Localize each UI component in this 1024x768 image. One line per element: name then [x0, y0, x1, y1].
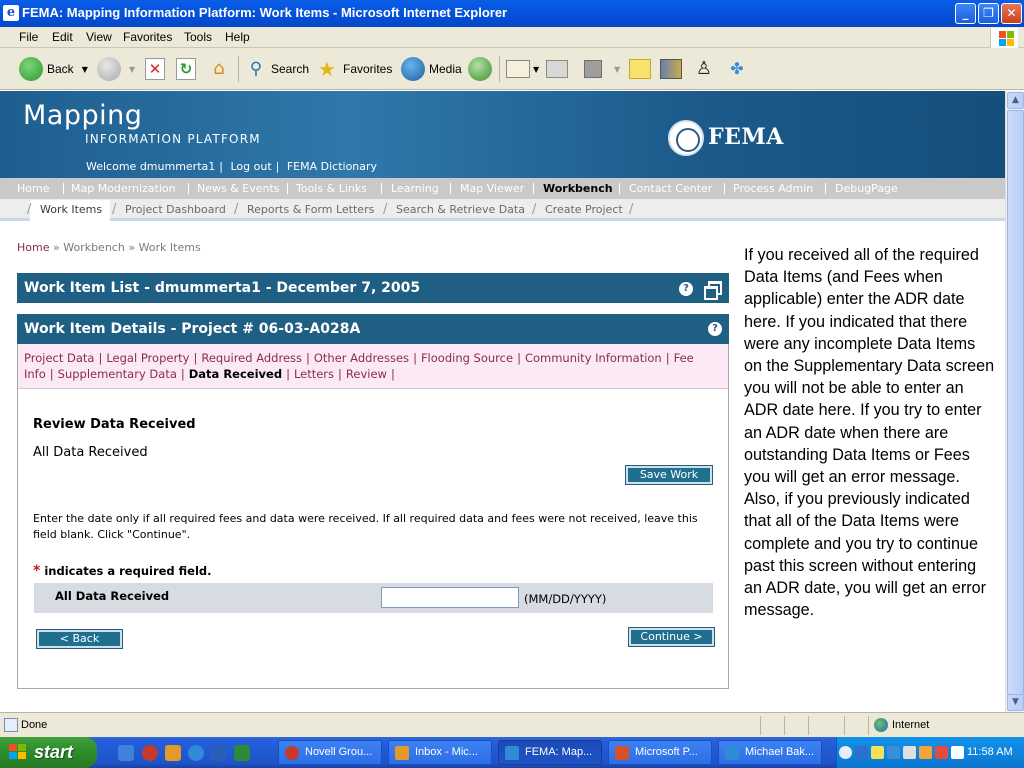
nav-news-events[interactable]: News & Events [197, 182, 280, 195]
work-item-details-panel [17, 344, 729, 689]
task-microsoft-powerpoint[interactable]: Microsoft P... [608, 740, 712, 765]
task-novell-groupwise[interactable]: Novell Grou... [278, 740, 382, 765]
data-received-status: All Data Received [33, 445, 148, 460]
tray-signal-icon[interactable] [871, 746, 884, 759]
system-tray [836, 737, 1024, 768]
refresh-icon: ↻ [176, 58, 196, 80]
research-button[interactable] [660, 55, 682, 83]
back-button[interactable]: < Back [37, 630, 122, 648]
favorites-star-icon: ★ [318, 57, 336, 81]
close-button[interactable]: ✕ [1001, 3, 1022, 24]
window-title-bar[interactable] [0, 0, 1024, 27]
welcome-text: Welcome dmummerta1 [86, 160, 216, 173]
nav-map-viewer[interactable]: Map Viewer [460, 182, 525, 195]
ie-icon: e [3, 5, 19, 21]
work-item-details-title: Work Item Details - Project # 06-03-A028A [24, 321, 361, 337]
dropdown-arrow-icon[interactable]: ▼ [614, 64, 621, 74]
quicklaunch-ie-icon[interactable] [188, 745, 204, 761]
taskbar-clock: 11:58 AM [967, 746, 1013, 758]
site-logo-text: Mapping [23, 100, 143, 131]
stop-button[interactable] [145, 55, 165, 83]
required-field-note: * indicates a required field. [33, 563, 212, 579]
nav-learning[interactable]: Learning [391, 182, 439, 195]
breadcrumb: Home » Workbench » Work Items [17, 241, 201, 254]
novell-icon [285, 746, 299, 760]
menu-view[interactable]: View [86, 30, 112, 44]
adr-date-input[interactable] [381, 587, 519, 608]
inbox-icon [395, 746, 409, 760]
menu-favorites[interactable]: Favorites [123, 30, 173, 44]
contacts-button[interactable] [725, 55, 749, 83]
site-logo-subtitle: INFORMATION PLATFORM [85, 132, 261, 146]
dropdown-arrow-icon[interactable]: ▼ [81, 64, 88, 74]
tab-project-data[interactable]: Project Data [24, 351, 95, 365]
forward-arrow-icon [97, 57, 121, 81]
discuss-button[interactable] [629, 55, 651, 83]
tab-flooding-source[interactable]: Flooding Source [420, 351, 514, 365]
quicklaunch-word-icon[interactable] [211, 745, 227, 761]
scrollbar-thumb[interactable] [1007, 110, 1024, 695]
minimize-button[interactable]: _ [955, 3, 976, 24]
continue-button[interactable]: Continue > [629, 628, 714, 646]
person-icon: ♙ [695, 58, 713, 79]
fema-dictionary-link[interactable]: FEMA Dictionary [286, 160, 378, 173]
tray-collapse-icon[interactable] [839, 746, 852, 759]
nav-contact-center[interactable]: Contact Center [629, 182, 713, 195]
breadcrumb-workbench[interactable]: Workbench [63, 241, 125, 254]
task-inbox[interactable]: Inbox - Mic... [388, 740, 492, 765]
main-navigation [0, 178, 1005, 199]
tab-supplementary-data[interactable]: Supplementary Data [57, 367, 177, 381]
tab-letters[interactable]: Letters [293, 367, 335, 381]
menu-file[interactable]: File [19, 30, 39, 44]
page-viewport [0, 91, 1005, 712]
fema-logo-text: FEMA [708, 124, 784, 150]
subnav-reports-form-letters[interactable]: Reports & Form Letters [247, 203, 375, 216]
tab-legal-property[interactable]: Legal Property [106, 351, 190, 365]
tray-network-icon[interactable] [855, 746, 868, 759]
media-globe-icon [401, 57, 425, 81]
tab-required-address[interactable]: Required Address [201, 351, 302, 365]
scroll-up-arrow-icon[interactable]: ▲ [1007, 92, 1024, 109]
detail-tabs: Project Data | Legal Property | Required Address | Other Addresses | Flooding Source | Community Information | Fee Info | Supplementary Data | Data Received | Letters | Review | [18, 344, 728, 389]
quicklaunch-excel-icon[interactable] [234, 745, 250, 761]
quicklaunch-novell-icon[interactable] [142, 745, 158, 761]
sub-navigation: / Work Items / Project Dashboard / Reports & Form Letters / Search & Retrieve Data / Create Project / [0, 199, 1005, 221]
help-icon[interactable]: ? [708, 322, 722, 336]
date-format-hint: (MM/DD/YYYY) [524, 592, 607, 606]
task-fema-map[interactable]: FEMA: Map... [498, 740, 602, 765]
nav-workbench[interactable]: Workbench [543, 182, 613, 195]
help-icon[interactable]: ? [679, 282, 693, 296]
site-header [0, 91, 1005, 178]
windows-taskbar [0, 737, 1024, 768]
history-icon [468, 57, 492, 81]
dropdown-arrow-icon[interactable]: ▼ [129, 64, 136, 74]
tray-monitor-icon[interactable] [887, 746, 900, 759]
menu-edit[interactable]: Edit [52, 30, 73, 44]
logout-link[interactable]: Log out [230, 160, 272, 173]
nav-tools-links[interactable]: Tools & Links [296, 182, 367, 195]
powerpoint-icon [615, 746, 629, 760]
subnav-work-items[interactable]: Work Items [40, 203, 103, 216]
quicklaunch-calendar-icon[interactable] [165, 745, 181, 761]
dropdown-arrow-icon[interactable]: ▼ [533, 64, 540, 74]
forward-button[interactable] [97, 55, 135, 83]
note-icon [629, 59, 651, 79]
research-icon [660, 59, 682, 79]
print-button[interactable] [546, 55, 568, 83]
breadcrumb-home[interactable]: Home [17, 241, 50, 254]
save-work-button[interactable]: Save Work [626, 466, 712, 484]
menu-bar [0, 27, 1024, 48]
refresh-button[interactable] [176, 55, 196, 83]
search-icon: ⚲ [249, 59, 263, 79]
favorites-button[interactable]: ★ Favorites [315, 55, 392, 83]
messenger-button[interactable] [693, 55, 715, 83]
tab-data-received[interactable]: Data Received [188, 367, 283, 381]
tray-shield-icon[interactable] [935, 746, 948, 759]
home-button[interactable] [207, 55, 231, 83]
search-button[interactable]: ⚲ Search [245, 55, 309, 83]
browser-toolbar [0, 48, 1024, 90]
restore-window-icon[interactable] [704, 281, 719, 296]
tray-volume-icon[interactable] [951, 746, 964, 759]
home-icon: ⌂ [213, 58, 225, 79]
maximize-button[interactable]: ❐ [978, 3, 999, 24]
nav-map-modernization[interactable]: Map Modernization [71, 182, 176, 195]
mail-icon [506, 60, 530, 78]
work-item-list-title: Work Item List - dmummerta1 - December 7, 2005 [24, 280, 421, 296]
media-button[interactable]: Media [401, 55, 462, 83]
stop-icon: ✕ [145, 58, 165, 80]
nav-debugpage[interactable]: DebugPage [835, 182, 898, 195]
history-button[interactable] [468, 55, 492, 83]
tray-usb-icon[interactable] [903, 746, 916, 759]
security-zone-text: Internet [892, 719, 930, 731]
tab-other-addresses[interactable]: Other Addresses [313, 351, 410, 365]
status-bar [0, 712, 1024, 737]
edit-icon [584, 60, 602, 78]
windows-logo-icon [990, 28, 1018, 48]
required-asterisk: * [33, 563, 41, 579]
all-data-received-label: All Data Received [55, 589, 170, 603]
user-bar: Welcome dmummerta1 | Log out | FEMA Dictionary [86, 160, 378, 173]
print-icon [546, 60, 568, 78]
back-button[interactable]: Back ▼ [19, 55, 88, 83]
ie-icon [725, 746, 739, 760]
nav-process-admin[interactable]: Process Admin [733, 182, 814, 195]
internet-zone-icon [874, 718, 888, 732]
section-title: Review Data Received [33, 417, 196, 432]
subnav-search-retrieve-data[interactable]: Search & Retrieve Data [396, 203, 525, 216]
tutorial-callout: If you received all of the required Data Items (and Fees when applicable) enter the ADR date here. If you indicated that there were any incomplete Data Items on the Supplementary Data screen you will not be able to enter an ADR date here. If you try to enter an ADR date when there are outstanding Data Items or Fees you will get an error message. Also, if you previously indicated that all of the Data Items were complete and you try to continue past this screen without entering an ADR date, you will get an error message. [744, 246, 995, 620]
page-done-icon [4, 718, 18, 732]
menu-tools[interactable]: Tools [184, 30, 213, 44]
tab-community-information[interactable]: Community Information [524, 351, 662, 365]
menu-help[interactable]: Help [225, 30, 250, 44]
nav-home[interactable]: Home [17, 182, 50, 195]
quicklaunch-desktop-icon[interactable] [118, 745, 134, 761]
contacts-icon: ✤ [730, 59, 744, 78]
status-text: Done [21, 719, 48, 731]
subnav-project-dashboard[interactable]: Project Dashboard [125, 203, 226, 216]
instruction-text: Enter the date only if all required fees and data were received. If all required data and fees were not received, leave this field blank. Click "Continue". [33, 512, 698, 541]
subnav-create-project[interactable]: Create Project [545, 203, 623, 216]
tab-fee-info[interactable]: Fee Info [24, 351, 694, 381]
windows-flag-icon [9, 744, 27, 761]
dhs-seal-icon [668, 120, 704, 156]
scroll-down-arrow-icon[interactable]: ▼ [1007, 694, 1024, 711]
tray-calendar-icon[interactable] [919, 746, 932, 759]
task-michael-bak[interactable]: Michael Bak... [718, 740, 822, 765]
start-button[interactable]: start [0, 737, 97, 768]
breadcrumb-current: Work Items [138, 241, 201, 254]
tab-review[interactable]: Review [345, 367, 387, 381]
mail-button[interactable] [506, 55, 539, 83]
ie-icon [505, 746, 519, 760]
vertical-scrollbar[interactable] [1005, 91, 1024, 712]
all-data-received-row [34, 583, 713, 613]
work-item-list-header [17, 273, 729, 303]
window-title: FEMA: Mapping Information Platform: Work Items - Microsoft Internet Explorer [22, 5, 508, 20]
edit-button[interactable] [584, 55, 620, 83]
back-arrow-icon [19, 57, 43, 81]
work-item-details-header [17, 314, 729, 344]
